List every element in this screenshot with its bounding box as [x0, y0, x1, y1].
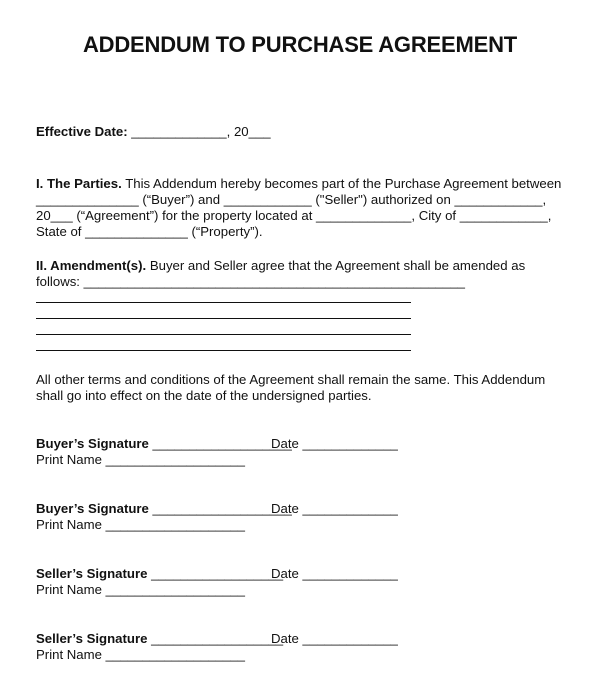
parties-heading: I. The Parties. — [36, 176, 122, 191]
document-title: ADDENDUM TO PURCHASE AGREEMENT — [82, 32, 518, 57]
signature-row-buyer-1 — [36, 436, 398, 451]
signature-blank: __________________ — [147, 566, 284, 581]
effective-date-blank: _____________, 20___ — [127, 124, 271, 139]
effective-date-line — [36, 123, 271, 140]
print-name-field: Print Name ___________________ — [36, 517, 245, 532]
date-field: Date _____________ — [271, 436, 398, 451]
print-name-field: Print Name ___________________ — [36, 452, 245, 467]
signature-blank: ___________________ — [148, 501, 292, 516]
closing-line-2: shall go into effect on the date of the undersigned parties. — [36, 388, 372, 403]
parties-line-3: 20___ (“Agreement”) for the property located at _____________, City of ____________, — [36, 208, 552, 223]
print-name-field: Print Name ___________________ — [36, 582, 245, 597]
parties-line-4: State of ______________ (“Property”). — [36, 224, 263, 239]
amendment-blank-line — [36, 350, 411, 351]
parties-text-1: This Addendum hereby becomes part of the Purchase Agreement between — [121, 176, 562, 191]
amendments-text-1: Buyer and Seller agree that the Agreement shall be amended as — [146, 258, 526, 273]
amendment-blank-line — [36, 334, 411, 335]
signature-label: Buyer’s Signature — [36, 501, 149, 516]
signature-row-seller-2 — [36, 631, 398, 646]
closing-line-1: All other terms and conditions of the Agreement shall remain the same. This Addendum — [36, 372, 546, 387]
date-field: Date _____________ — [271, 631, 398, 646]
parties-line-1 — [36, 175, 561, 192]
date-field: Date _____________ — [271, 566, 398, 581]
amendments-heading: II. Amendment(s). — [36, 258, 147, 273]
signature-label: Buyer’s Signature — [36, 436, 149, 451]
amendments-line-1 — [36, 257, 525, 274]
signature-blank: ___________________ — [148, 436, 292, 451]
amendment-blank-line — [36, 318, 411, 319]
date-field: Date _____________ — [271, 501, 398, 516]
amendments-line-2: follows: ____________________________________________________ — [36, 274, 466, 289]
signature-row-seller-1 — [36, 566, 398, 581]
amendment-blank-line — [36, 302, 411, 303]
signature-label: Seller’s Signature — [36, 631, 148, 646]
effective-date-label: Effective Date: — [36, 124, 128, 139]
parties-line-2: ______________ (“Buyer”) and ____________ ("Seller") authorized on ____________, — [36, 192, 547, 207]
signature-blank: __________________ — [147, 631, 284, 646]
signature-row-buyer-2 — [36, 501, 398, 516]
print-name-field: Print Name ___________________ — [36, 647, 245, 662]
signature-label: Seller’s Signature — [36, 566, 148, 581]
